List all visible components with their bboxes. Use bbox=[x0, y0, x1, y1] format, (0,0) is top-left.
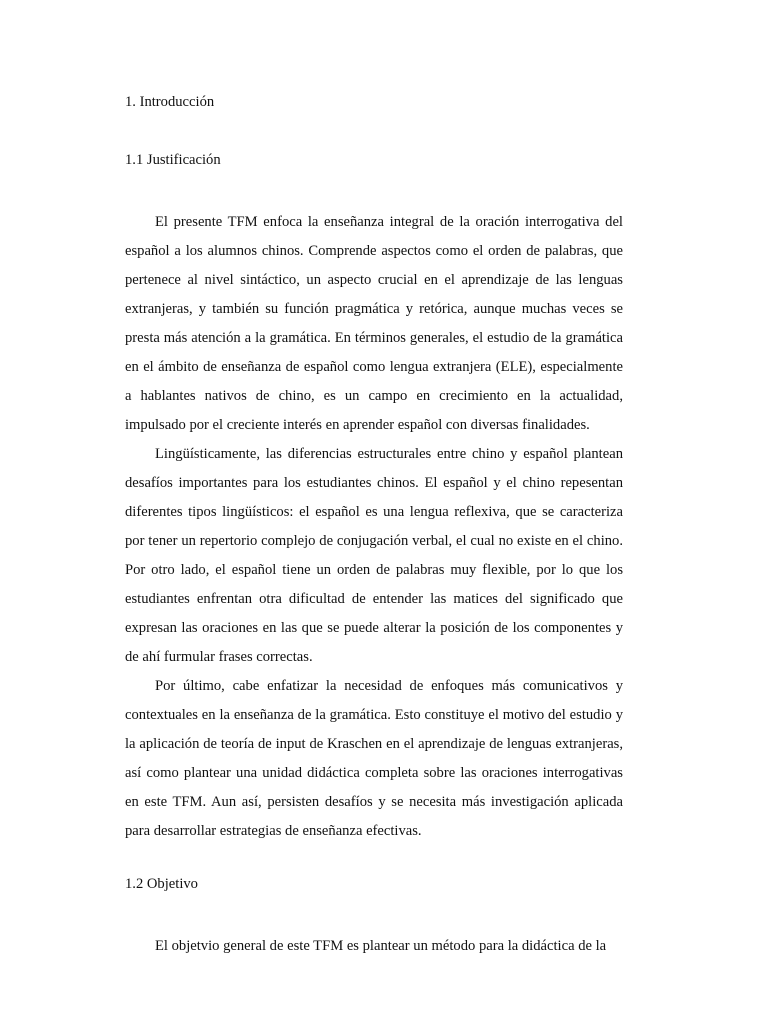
section-heading-introduccion: 1. Introducción bbox=[125, 94, 215, 110]
paragraph: Por último, cabe enfatizar la necesidad de enfoques más comunicativos y contextuales en la enseñanza de la gramática. Esto constituye el motivo del estudio y la aplicación de teoría de input de Kraschen en el aprendizaje de lenguas extranjeras, así como plantear una unidad didáctica completa sobre las oraciones interrogativas en este TFM. Aun así, persisten desafíos y se necesita más investigación aplicada para desarrollar estrategias de enseñanza efectivas. bbox=[125, 678, 623, 839]
subsection-heading-justificacion: 1.1 Justificación bbox=[125, 152, 221, 168]
subsection-heading-objetivo: 1.2 Objetivo bbox=[125, 876, 198, 892]
page-content bbox=[125, 92, 623, 961]
paragraph: El presente TFM enfoca la enseñanza integral de la oración interrogativa del español a los alumnos chinos. Comprende aspectos como el orden de palabras, que pertenece al nivel sintáctico, un aspecto crucial en el aprendizaje de las lenguas extranjeras, y también su función pragmática y retórica, aunque muchas veces se presta más atención a la gramática. En términos generales, el estudio de la gramática en el ámbito de enseñanza de español como lengua extranjera (ELE), especialmente a hablantes nativos de chino, es un campo en crecimiento en la actualidad, impulsado por el creciente interés en aprender español con diversas finalidades. bbox=[125, 214, 623, 433]
paragraph: Lingüísticamente, las diferencias estructurales entre chino y español plantean desafíos importantes para los estudiantes chinos. El español y el chino repesentan diferentes tipos lingüísticos: el español es una lengua reflexiva, que se caracteriza por tener un repertorio complejo de conjugación verbal, el cual no existe en el chino. Por otro lado, el español tiene un orden de palabras muy flexible, por lo que los estudiantes enfrentan otra dificultad de entender las matices del significado que expresan las oraciones en las que se puede alterar la posición de los componentes y de ahí furmular frases correctas. bbox=[125, 446, 623, 665]
paragraph-objetivo: El objetvio general de este TFM es plantear un método para la didáctica de la bbox=[155, 938, 607, 954]
